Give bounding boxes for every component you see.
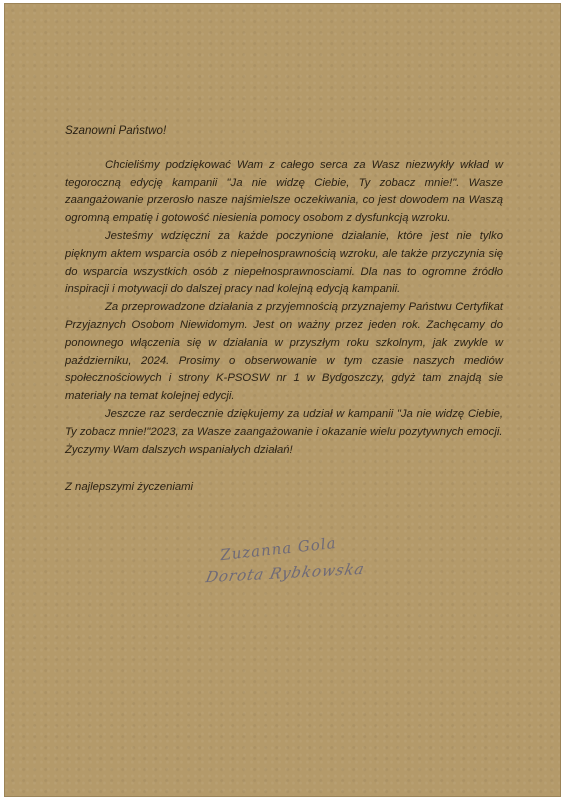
paragraph-2: Jesteśmy wdzięczni za każde poczynione działanie, które jest nie tylko pięknym aktem wsparcia osób z niepełnosprawnością wzroku, ale także przyczynia się do wsparcia wszystkich osób z niepełnosprawnosciami. Dla nas to ogromne źródło inspiracji i motywacji do dalszej pracy nad kolejną edycją kampanii. (65, 229, 503, 296)
letter-body (65, 122, 503, 497)
signature-2: Dorota Rybkowska (204, 559, 367, 587)
letter-sheet (4, 3, 561, 797)
signature-1: Zuzanna Gola (219, 533, 338, 565)
paragraph-4: Jeszcze raz serdecznie dziękujemy za udział w kampanii "Ja nie widzę Ciebie, Ty zobacz mnie!"2023, za Wasze zaangażowanie i okazanie wielu pozytywnych emocji. (65, 407, 503, 438)
closing-line: Z najlepszymi życzeniami (65, 481, 194, 494)
signature-area (200, 533, 400, 596)
closing-wish: Życzymy Wam dalszych wspaniałych działań! (65, 443, 293, 456)
salutation: Szanowni Państwo! (65, 124, 167, 137)
paragraph-1: Chcieliśmy podziękować Wam z całego serca za Wasz niezwykły wkład w tegoroczną edycję kampanii "Ja nie widzę Ciebie, Ty zobacz mnie!". Wasze zaangażowanie przerosło nasze najśmielsze oczekiwania, co jest dowodem na Waszą ogromną empatię i gotowość niesienia pomocy osobom z dysfunkcją wzroku. (65, 158, 503, 225)
paragraph-3: Za przeprowadzone działania z przyjemnością przyznajemy Państwu Certyfikat Przyjaznych Osobom Niewidomym. Jest on ważny przez jeden rok. Zachęcamy do ponownego włączenia się w działania w przyszłym roku szkolnym, jak zwykle w październiku, 2024. Prosimy o obserwowanie w tym czasie naszych mediów społecznościowych i strony K-PSOSW nr 1 w Bydgoszczy, gdyż tam znajdą sie materiały na temat kolejnej edycji. (65, 301, 503, 403)
